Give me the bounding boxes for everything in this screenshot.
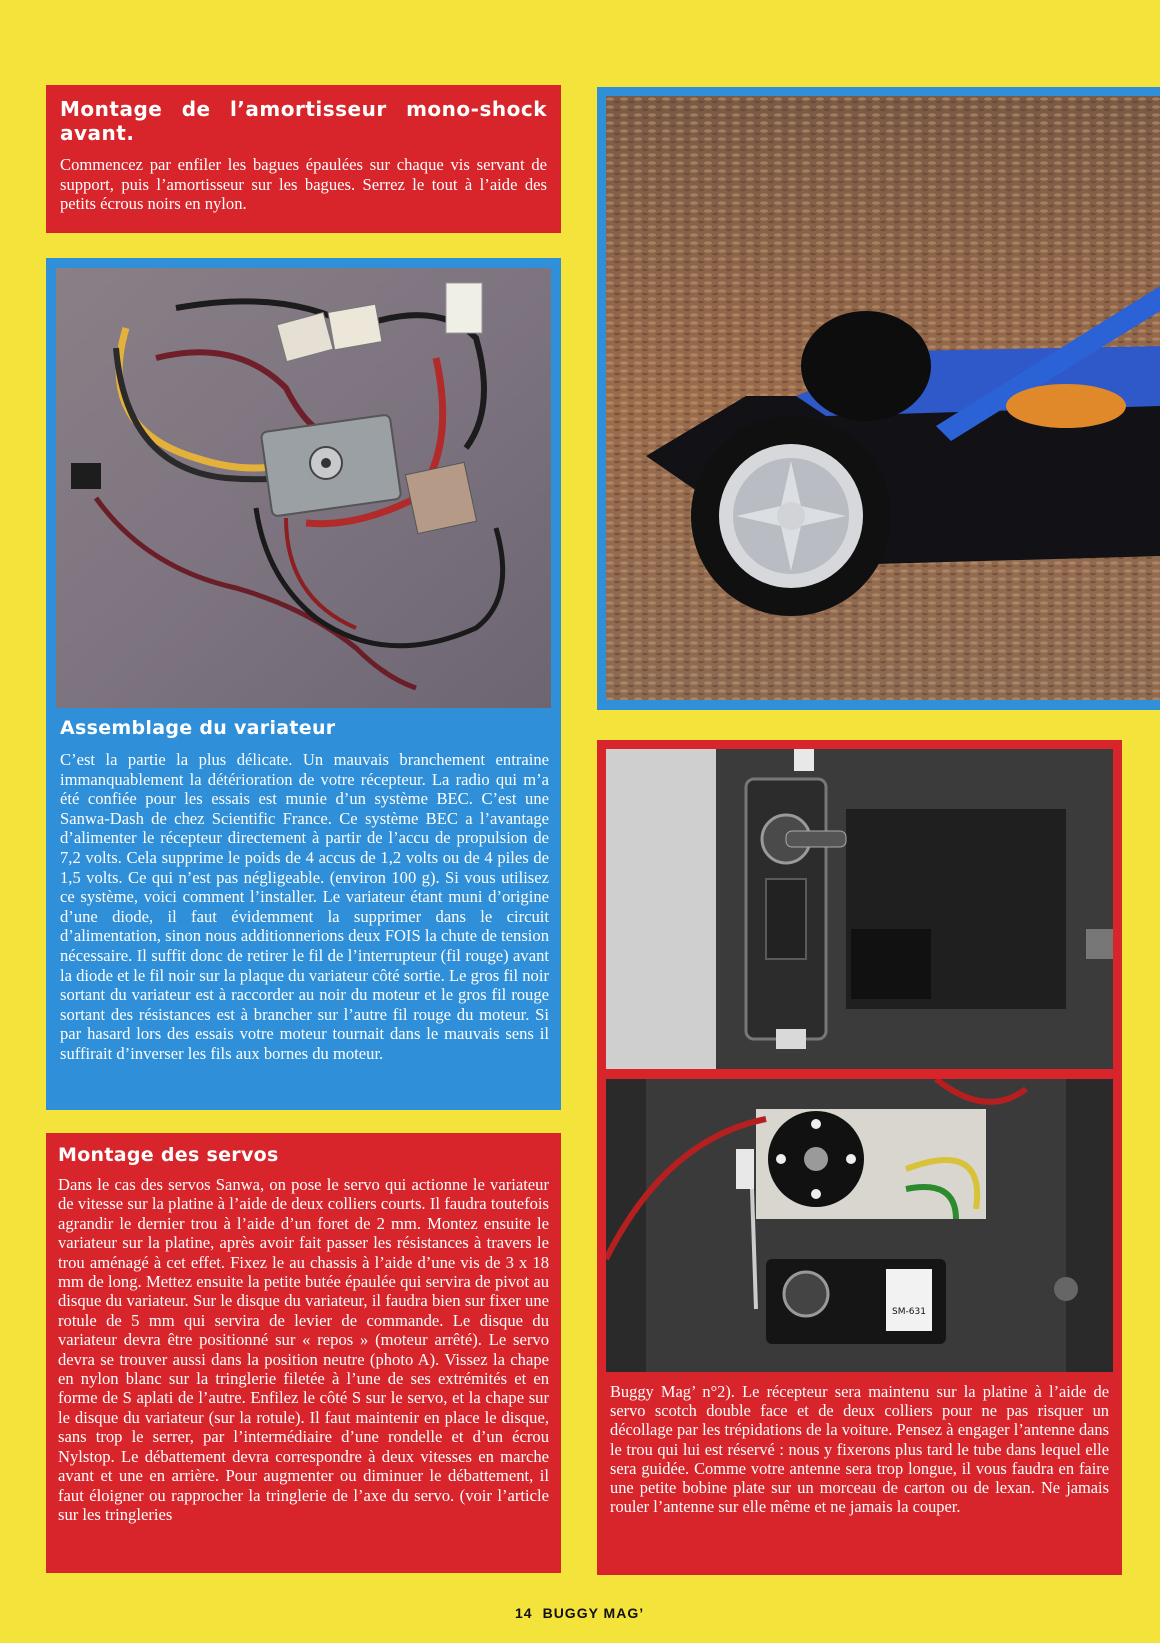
servos-body: Dans le cas des servos Sanwa, on pose le servo qui actionne le variateur de vitesse sur la platine à l’aide de deux colliers courts. Il faudra toutefois agrandir le dernier trou à l’aide d’un foret de 2 mm. Montez ensuite le variateur sur la platine, après avoir fait passer les résistances à travers le trou aménagé à cet effet. Fixez le au chassis à l’aide d’une vis de 3 x 18 mm de long. Mettez ensuite la petite butée épaulée qui servira de pivot au disque du variateur. Sur le disque du variateur, il faudra bien sur fixer une rotule de 5 mm qui servira de levier de commande. Le disque du variateur devra être positionné sur « repos » (moteur arrêté). Le servo devra se trouver aussi dans la position neutre (photo A). Vissez la chape en nylon blanc sur la tringlerie filetée à l’une de ses extrémités et en forme de S aplati de l’autre. Enfilez le côté S sur le servo, et la chape sur le disque du variateur (sur la rotule). Il faut maintenir en place le disque, sans trop le serrer, par l’intermédiaire d’une rondelle et d’un écrou Nylstop. Le débattement devra correspondre à deux vitesses en marche avant et une en arrière. Pour augmenter ou diminuer le débattement, il faut éloigner ou rapprocher la tringlerie de l’axe du servo. (voir l’article sur les tringleries: [58, 1175, 549, 1524]
variator-wiring-photo: [56, 268, 551, 708]
variator-text-area: [46, 712, 561, 1110]
magazine-name: BUGGY MAG’: [542, 1605, 645, 1621]
variator-servo-photo: [606, 1079, 1113, 1372]
servo-mounted-photo: [606, 749, 1113, 1069]
receiver-text-area: [606, 1378, 1113, 1573]
shock-section: [46, 85, 561, 233]
variator-heading: Assemblage du variateur: [60, 717, 336, 739]
receiver-body: Buggy Mag’ n°2). Le récepteur sera maintenu sur la platine à l’aide de servo scotch double face et de deux colliers pour ne pas risquer un décollage par les trépidations de la voiture. Pensez à engager l’antenne dans le trou qui lui est réservé : nous y fixerons plus tard le tube dans lequel elle sera guidée. Comme votre antenne sera trop longue, il vous faudra en faire une petite bobine plate sur un morceau de carton ou de lexan. Ne jamais rouler l’antenne sur elle même et ne jamais la couper.: [610, 1382, 1109, 1517]
buggy-action-photo: [606, 96, 1160, 700]
variator-body: C’est la partie la plus délicate. Un mauvais branchement entraine immanquablement la détérioration de votre récepteur. La radio qui m’a été confiée pour les essais est munie d’un système BEC. C’est une Sanwa-Dash de chez Scientific France. Ce système BEC a l’avantage d’alimenter le récepteur directement à partir de l’accu de propulsion de 7,2 volts. Cela supprime le poids de 4 accus de 1,2 volts ou de 4 piles de 1,5 volts. Ce qui n’est pas négligeable. (environ 100 g). Si vous utilisez ce système, voici comment l’installer. Le variateur étant muni d’origine d’une diode, il faut évidemment la supprimer dans le circuit d’alimentation, sinon nous additionnerions deux FOIS la chute de tension nécessaire. Il suffit donc de retirer le fil de l’interrupteur (fil rouge) avant la diode et le fil noir sur la plaque du variateur côté sortie. Le gros fil noir sortant du variateur est à raccorder au noir du moteur et le gros fil rouge sortant des résistances est à brancher sur l’autre fil rouge du moteur. Si par hasard lors des essais votre moteur tournait dans le mauvais sens il suffirait d’inverser les fils aux bornes du moteur.: [60, 750, 549, 1063]
servos-heading: Montage des servos: [58, 1144, 279, 1166]
servos-section: [46, 1133, 561, 1573]
page-footer: [515, 1605, 644, 1621]
shock-heading: Montage de l’amortisseur mono-shock avant.: [60, 97, 547, 145]
shock-body: Commencez par enfiler les bagues épaulées sur chaque vis servant de support, puis l’amortisseur sur les bagues. Serrez le tout à l’aide des petits écrous noirs en nylon.: [60, 155, 547, 214]
servo-sticker-label: SM-631: [892, 1307, 926, 1317]
page-number: 14: [515, 1605, 533, 1621]
